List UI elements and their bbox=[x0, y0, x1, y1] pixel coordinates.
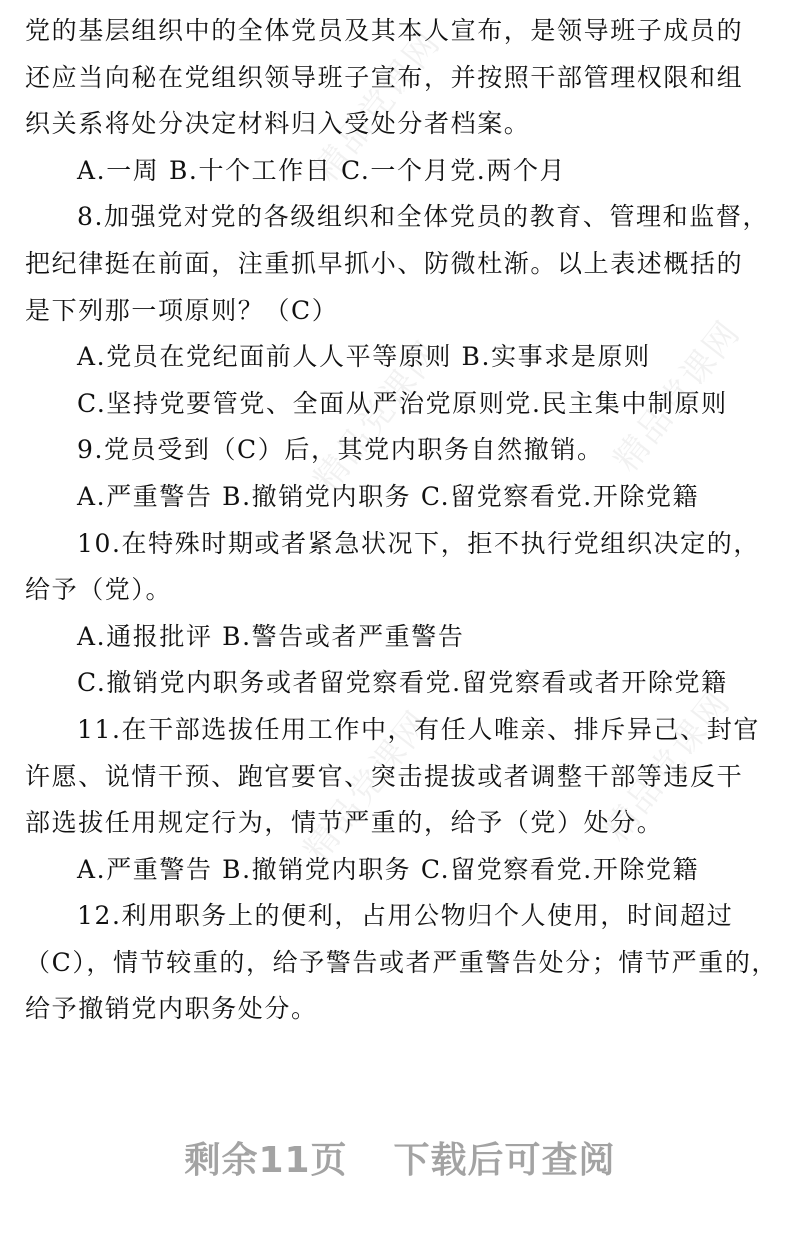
document-body bbox=[25, 8, 779, 1033]
remaining-pages-label: 剩余11页 bbox=[184, 1140, 348, 1181]
text-line: 党的基层组织中的全体党员及其本人宣布，是领导班子成员的 bbox=[25, 16, 744, 45]
question-11-text: 11.在干部选拔任用工作中，有任人唯亲、排斥异己、封官 bbox=[77, 714, 760, 744]
answer-options: A.严重警告 B.撤销党内职务 C.留党察看党.开除党籍 bbox=[77, 854, 700, 884]
text-line: （C），情节较重的，给予警告或者严重警告处分；情节严重的， bbox=[25, 947, 779, 977]
text-line: 许愿、说情干预、跑官要官、突击提拔或者调整干部等违反干 bbox=[25, 761, 744, 791]
answer-options: A.党员在党纪面前人人平等原则 B.实事求是原则 bbox=[77, 342, 651, 372]
watermark-text: 精品党课网 bbox=[606, 313, 749, 480]
text-line: 把纪律挺在前面，注重抓早抓小、防微杜渐。以上表述概括的 bbox=[25, 248, 744, 278]
question-10-text: 10.在特殊时期或者紧急状况下，拒不执行党组织决定的， bbox=[77, 528, 760, 558]
answer-options: C.撤销党内职务或者留党察看党.留党察看或者开除党籍 bbox=[77, 668, 728, 698]
question-8-text: 8.加强党对党的各级组织和全体党员的教育、管理和监督， bbox=[77, 202, 770, 232]
watermark-text: 精品党课网 bbox=[306, 333, 449, 500]
answer-options: C.坚持党要管党、全面从严治党原则党.民主集中制原则 bbox=[77, 388, 728, 418]
answer-options: A.通报批评 B.警告或者严重警告 bbox=[77, 621, 465, 651]
text-line: 是下列那一项原则？（C） bbox=[25, 295, 339, 325]
text-line: 织关系将处分决定材料归入受处分者档案。 bbox=[25, 109, 531, 139]
download-to-view-label[interactable]: 下载后可查阅 bbox=[393, 1140, 616, 1181]
watermark-text: 精品党课网 bbox=[306, 23, 449, 190]
question-9-text: 9.党员受到（C）后，其党内职务自然撤销。 bbox=[77, 435, 604, 465]
text-line: A.一周 B.十个工作日 C.一个月党.两个月 bbox=[77, 155, 567, 185]
text-line: 给予（党）。 bbox=[25, 575, 173, 605]
text-line: 还应当向秘在党组织领导班子宣布，并按照干部管理权限和组 bbox=[25, 62, 744, 92]
download-prompt-banner[interactable] bbox=[0, 1132, 800, 1183]
watermark-text: 精品党课网 bbox=[296, 703, 439, 870]
answer-options: A.严重警告 B.撤销党内职务 C.留党察看党.开除党籍 bbox=[77, 481, 700, 511]
text-line: 部选拔任用规定行为，情节严重的，给予（党）处分。 bbox=[25, 808, 664, 838]
text-line: 给予撤销党内职务处分。 bbox=[25, 994, 318, 1024]
question-12-text: 12.利用职务上的便利，占用公物归个人使用，时间超过 bbox=[77, 901, 734, 931]
watermark-text: 精品党课网 bbox=[596, 683, 739, 850]
